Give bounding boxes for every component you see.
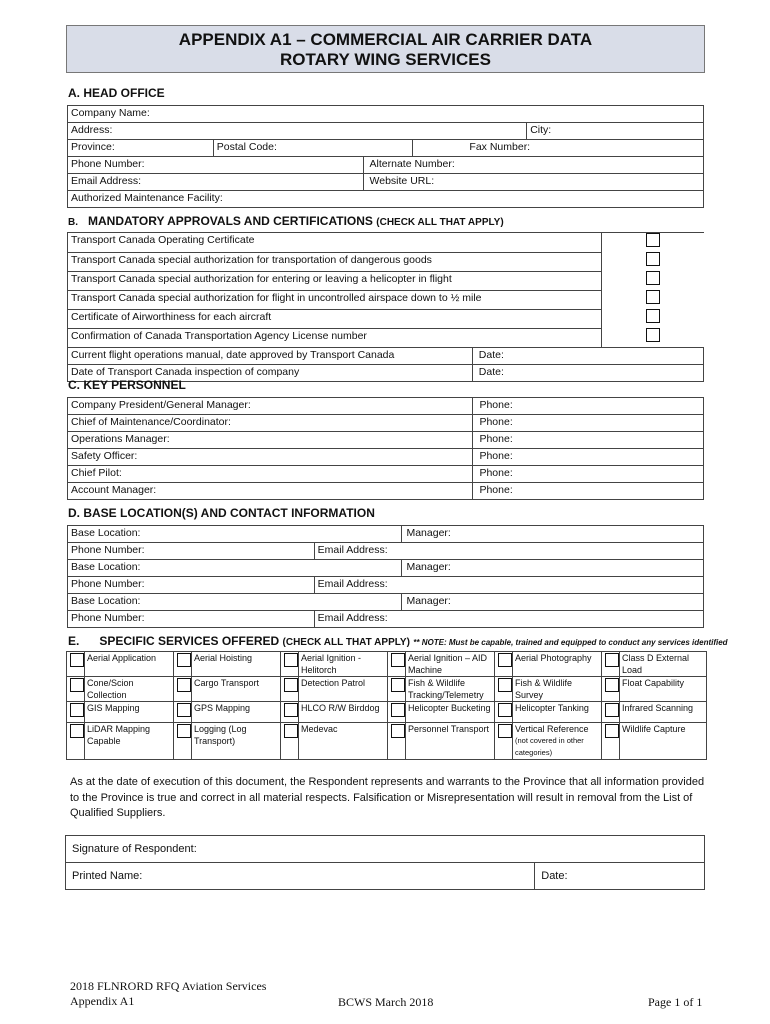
- service-label-vertical-reference: [513, 723, 602, 760]
- service-label: Fish & Wildlife Tracking/Telemetry: [406, 677, 495, 702]
- section-e-title: SPECIFIC SERVICES OFFERED: [99, 634, 280, 648]
- service-label: Class D External Load: [620, 652, 707, 677]
- approval-item: Confirmation of Canada Transportation Agency License number: [68, 328, 602, 348]
- approval-item: Transport Canada Operating Certificate: [68, 233, 602, 253]
- approval-item: Transport Canada special authorization for flight in uncontrolled airspace down to ½ mile: [68, 290, 602, 309]
- service-checkbox[interactable]: [284, 678, 298, 692]
- fax-number-field[interactable]: Fax Number:: [413, 140, 704, 157]
- section-e-heading: [68, 634, 728, 648]
- personnel-phone-field[interactable]: Phone:: [473, 466, 704, 483]
- section-b-title: MANDATORY APPROVALS AND CERTIFICATIONS: [88, 214, 373, 228]
- personnel-phone-field[interactable]: Phone:: [473, 398, 704, 415]
- province-field[interactable]: Province:: [68, 140, 214, 157]
- approval-checkbox[interactable]: [646, 252, 660, 266]
- approval-item: Certificate of Airworthiness for each aircraft: [68, 309, 602, 328]
- head-office-table: [67, 105, 704, 208]
- base-locations-table: [67, 525, 704, 628]
- approval-item: Transport Canada special authorization for transportation of dangerous goods: [68, 252, 602, 271]
- personnel-field[interactable]: Operations Manager:: [68, 432, 473, 449]
- service-checkbox[interactable]: [70, 678, 84, 692]
- approval-item: Transport Canada special authorization for entering or leaving a helicopter in flight: [68, 271, 602, 290]
- service-label: Infrared Scanning: [620, 702, 707, 723]
- service-checkbox[interactable]: [284, 703, 298, 717]
- declaration-text: As at the date of execution of this document, the Respondent represents and warrants to the Province that all information provided to the Province is true and correct in all material respects. Falsification or Misrepresentation will result in removal from the List of Qualified Suppliers.: [70, 776, 705, 819]
- base-manager-field[interactable]: Manager:: [402, 526, 704, 543]
- service-label: Aerial Photography: [513, 652, 602, 677]
- approval-checkbox[interactable]: [646, 328, 660, 342]
- personnel-field[interactable]: Safety Officer:: [68, 449, 473, 466]
- personnel-field[interactable]: Chief Pilot:: [68, 466, 473, 483]
- service-checkbox[interactable]: [391, 653, 405, 667]
- base-manager-field[interactable]: Manager:: [402, 594, 704, 611]
- service-label: Aerial Ignition - Helitorch: [299, 652, 388, 677]
- base-email-field[interactable]: Email Address:: [314, 577, 703, 594]
- signature-field[interactable]: Signature of Respondent:: [66, 836, 705, 863]
- service-checkbox[interactable]: [70, 703, 84, 717]
- address-field[interactable]: Address:: [68, 123, 527, 140]
- section-e-note: (CHECK ALL THAT APPLY): [282, 637, 410, 648]
- service-checkbox[interactable]: [605, 703, 619, 717]
- service-label: Float Capability: [620, 677, 707, 702]
- service-label: Wildlife Capture: [620, 723, 707, 760]
- footer-page-number: Page 1 of 1: [648, 995, 703, 1009]
- service-checkbox[interactable]: [177, 653, 191, 667]
- service-label: LiDAR Mapping Capable: [85, 723, 174, 760]
- service-checkbox[interactable]: [605, 653, 619, 667]
- service-label: Helicopter Tanking: [513, 702, 602, 723]
- service-label: Cargo Transport: [192, 677, 281, 702]
- service-label: Logging (Log Transport): [192, 723, 281, 760]
- alternate-number-field[interactable]: Alternate Number:: [363, 157, 703, 174]
- city-field[interactable]: City:: [527, 123, 704, 140]
- approval-checkbox[interactable]: [646, 271, 660, 285]
- service-label: Personnel Transport: [406, 723, 495, 760]
- service-label: Fish & Wildlife Survey: [513, 677, 602, 702]
- personnel-phone-field[interactable]: Phone:: [473, 449, 704, 466]
- base-phone-field[interactable]: Phone Number:: [68, 577, 315, 594]
- services-row: [67, 723, 707, 760]
- page-title-box: [66, 25, 705, 73]
- footer-center: BCWS March 2018: [338, 995, 434, 1009]
- printed-name-field[interactable]: Printed Name:: [66, 863, 535, 890]
- service-label: Aerial Application: [85, 652, 174, 677]
- personnel-field[interactable]: Company President/General Manager:: [68, 398, 473, 415]
- service-label: Medevac: [299, 723, 388, 760]
- service-checkbox[interactable]: [498, 703, 512, 717]
- service-checkbox[interactable]: [70, 653, 84, 667]
- section-b-note: (CHECK ALL THAT APPLY): [376, 217, 504, 228]
- service-sublabel: (not covered in other categories): [515, 736, 584, 757]
- service-checkbox[interactable]: [284, 653, 298, 667]
- page-title-line2: ROTARY WING SERVICES: [280, 50, 491, 69]
- service-label: HLCO R/W Birddog: [299, 702, 388, 723]
- service-checkbox[interactable]: [605, 724, 619, 738]
- base-phone-field[interactable]: Phone Number:: [68, 543, 315, 560]
- base-manager-field[interactable]: Manager:: [402, 560, 704, 577]
- services-row: [67, 652, 707, 677]
- personnel-field[interactable]: Account Manager:: [68, 483, 473, 500]
- section-e-warning-note: ** NOTE: Must be capable, trained and equipped to conduct any services identified: [413, 638, 728, 647]
- website-url-field[interactable]: Website URL:: [363, 174, 703, 191]
- signature-date-field[interactable]: Date:: [535, 863, 705, 890]
- signature-table: [65, 835, 705, 890]
- approval-checkbox[interactable]: [646, 309, 660, 323]
- service-label: Vertical Reference: [515, 724, 589, 734]
- base-email-field[interactable]: Email Address:: [314, 611, 703, 628]
- service-checkbox[interactable]: [177, 724, 191, 738]
- section-a-heading: A. HEAD OFFICE: [68, 86, 165, 100]
- services-row: [67, 702, 707, 723]
- base-email-field[interactable]: Email Address:: [314, 543, 703, 560]
- service-checkbox[interactable]: [498, 678, 512, 692]
- section-e-letter: E.: [68, 634, 80, 648]
- date-field[interactable]: Date:: [472, 348, 703, 365]
- company-name-field[interactable]: Company Name:: [68, 106, 704, 123]
- service-checkbox[interactable]: [391, 703, 405, 717]
- phone-number-field[interactable]: Phone Number:: [68, 157, 364, 174]
- date-field[interactable]: Date:: [472, 365, 703, 382]
- section-b-heading: [68, 214, 504, 228]
- service-checkbox[interactable]: [391, 678, 405, 692]
- footer-line1: 2018 FLNRORD RFQ Aviation Services: [70, 979, 267, 993]
- base-phone-field[interactable]: Phone Number:: [68, 611, 315, 628]
- service-label: Helicopter Bucketing: [406, 702, 495, 723]
- email-address-field[interactable]: Email Address:: [68, 174, 364, 191]
- personnel-phone-field[interactable]: Phone:: [473, 432, 704, 449]
- section-b-letter: B.: [68, 217, 78, 228]
- base-location-field[interactable]: Base Location:: [68, 594, 402, 611]
- base-location-field[interactable]: Base Location:: [68, 526, 402, 543]
- dated-approval-item: Current flight operations manual, date approved by Transport Canada: [68, 348, 473, 365]
- maintenance-facility-field[interactable]: Authorized Maintenance Facility:: [68, 191, 704, 208]
- service-label: Aerial Ignition – AID Machine: [406, 652, 495, 677]
- approval-checkbox[interactable]: [646, 290, 660, 304]
- service-label: Detection Patrol: [299, 677, 388, 702]
- service-label: GIS Mapping: [85, 702, 174, 723]
- page-title-line1: APPENDIX A1 – COMMERCIAL AIR CARRIER DATA: [178, 30, 593, 49]
- service-checkbox[interactable]: [391, 724, 405, 738]
- footer-left: [70, 979, 266, 1009]
- personnel-phone-field[interactable]: Phone:: [473, 483, 704, 500]
- service-label: Cone/Scion Collection: [85, 677, 174, 702]
- base-location-field[interactable]: Base Location:: [68, 560, 402, 577]
- service-checkbox[interactable]: [177, 703, 191, 717]
- dated-approval-item: Date of Transport Canada inspection of company: [68, 365, 473, 382]
- service-checkbox[interactable]: [605, 678, 619, 692]
- services-row: [67, 677, 707, 702]
- section-d-heading: D. BASE LOCATION(S) AND CONTACT INFORMATION: [68, 506, 375, 520]
- postal-code-field[interactable]: Postal Code:: [213, 140, 413, 157]
- services-table: [66, 651, 707, 760]
- key-personnel-table: [67, 397, 704, 500]
- service-checkbox[interactable]: [498, 724, 512, 738]
- service-checkbox[interactable]: [284, 724, 298, 738]
- service-checkbox[interactable]: [70, 724, 84, 738]
- section-c-heading: C. KEY PERSONNEL: [68, 378, 186, 392]
- approval-checkbox[interactable]: [646, 233, 660, 247]
- footer-line2: Appendix A1: [70, 994, 135, 1008]
- service-checkbox[interactable]: [177, 678, 191, 692]
- personnel-phone-field[interactable]: Phone:: [473, 415, 704, 432]
- personnel-field[interactable]: Chief of Maintenance/Coordinator:: [68, 415, 473, 432]
- service-label: Aerial Hoisting: [192, 652, 281, 677]
- service-checkbox[interactable]: [498, 653, 512, 667]
- service-label: GPS Mapping: [192, 702, 281, 723]
- approvals-table: [67, 232, 704, 382]
